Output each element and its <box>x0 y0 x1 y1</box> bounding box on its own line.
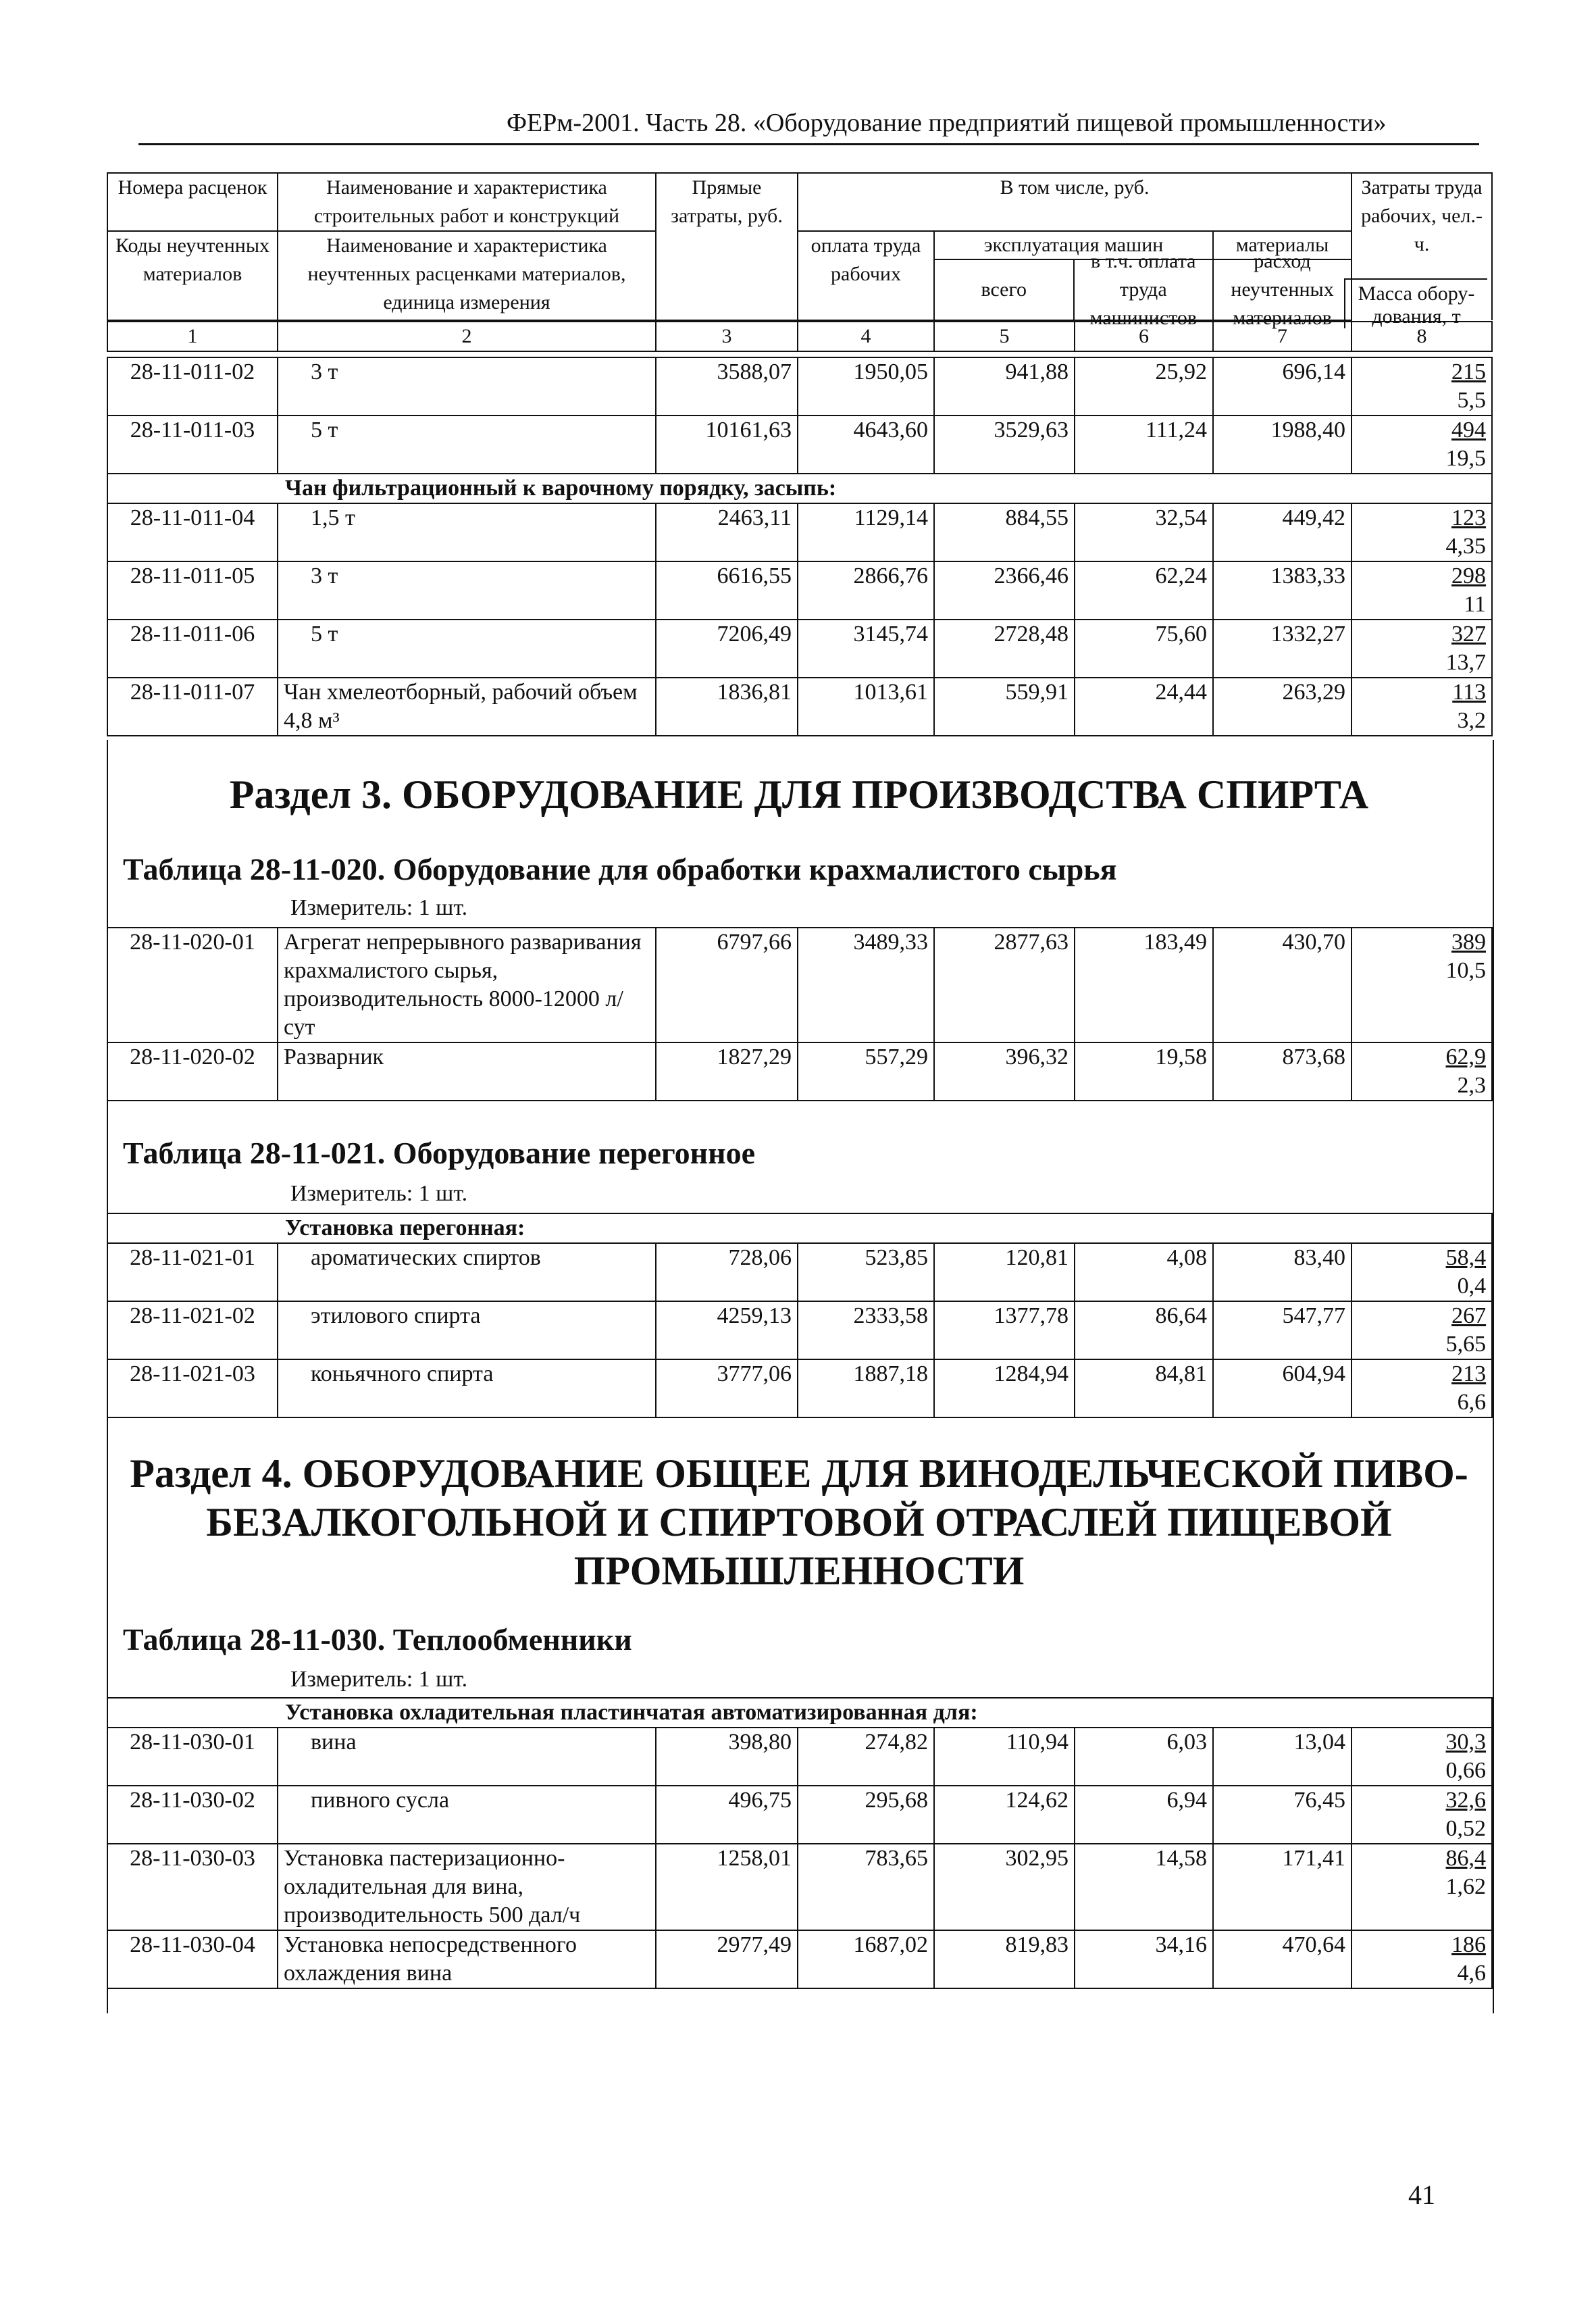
row-labor-pay: 3145,74 <box>798 620 934 678</box>
row-machine-total: 120,81 <box>934 1243 1075 1301</box>
table-row <box>107 1042 1492 1101</box>
row-labor-hours: 58,4 <box>1445 1245 1487 1270</box>
row-machine-total: 396,32 <box>934 1042 1075 1101</box>
row-name: Установка пастеризационно-охладительная для вина, производительность 500 дал/ч <box>278 1844 656 1930</box>
row-machine-total: 1284,94 <box>934 1359 1075 1417</box>
row-equipment-mass: 6,6 <box>1457 1390 1487 1415</box>
row-code: 28-11-030-04 <box>107 1930 278 1988</box>
row-equipment-mass: 4,6 <box>1457 1961 1487 1986</box>
row-labor-pay: 2866,76 <box>798 561 934 620</box>
row-direct-costs: 1258,01 <box>656 1844 798 1930</box>
row-labor-hours: 298 <box>1451 563 1486 588</box>
table-row <box>107 678 1492 736</box>
row-labor-pay: 274,82 <box>798 1728 934 1786</box>
row-machine-total: 941,88 <box>934 357 1075 416</box>
row-materials: 547,77 <box>1213 1301 1352 1359</box>
row-direct-costs: 1827,29 <box>656 1042 798 1101</box>
row-direct-costs: 4259,13 <box>656 1301 798 1359</box>
row-labor-mass <box>1352 357 1492 416</box>
row-materials: 1988,40 <box>1213 416 1352 474</box>
row-equipment-mass: 10,5 <box>1445 958 1486 983</box>
row-labor-mass <box>1352 1786 1492 1844</box>
row-machinist-pay: 111,24 <box>1075 416 1213 474</box>
row-code: 28-11-011-04 <box>107 503 278 561</box>
row-name: коньячного спирта <box>278 1359 656 1417</box>
row-labor-pay: 523,85 <box>798 1243 934 1301</box>
row-machine-total: 110,94 <box>934 1728 1075 1786</box>
row-machinist-pay: 75,60 <box>1075 620 1213 678</box>
row-machine-total: 124,62 <box>934 1786 1075 1844</box>
row-labor-hours: 32,6 <box>1445 1788 1487 1813</box>
row-code: 28-11-011-03 <box>107 416 278 474</box>
row-labor-mass <box>1352 1728 1492 1786</box>
row-equipment-mass: 3,2 <box>1457 708 1486 733</box>
row-equipment-mass: 0,66 <box>1445 1758 1487 1783</box>
row-machine-total: 2728,48 <box>934 620 1075 678</box>
row-labor-hours: 389 <box>1451 930 1486 955</box>
row-labor-mass <box>1352 1359 1492 1417</box>
row-direct-costs: 3777,06 <box>656 1359 798 1417</box>
table-020-title: Таблица 28-11-020. Оборудование для обработки крахмалистого сырья <box>123 852 1117 886</box>
row-equipment-mass: 5,65 <box>1445 1332 1487 1357</box>
row-direct-costs: 398,80 <box>656 1728 798 1786</box>
row-code: 28-11-020-02 <box>107 1042 278 1101</box>
row-labor-hours: 494 <box>1451 418 1486 443</box>
group-header-chan: Чан фильтрационный к варочному порядку, засыпь: <box>107 474 1492 503</box>
table-020-measure: Измеритель: 1 шт. <box>290 895 468 920</box>
running-header: ФЕРм-2001. Часть 28. «Оборудование предприятий пищевой промышленности» <box>507 109 1387 137</box>
row-labor-pay: 295,68 <box>798 1786 934 1844</box>
row-machine-total: 2366,46 <box>934 561 1075 620</box>
row-equipment-mass: 11 <box>1464 592 1486 617</box>
table-row <box>107 1930 1492 1988</box>
row-labor-hours: 213 <box>1451 1361 1487 1386</box>
main-table <box>107 172 1493 352</box>
row-machine-total: 1377,78 <box>934 1301 1075 1359</box>
row-code: 28-11-011-06 <box>107 620 278 678</box>
row-labor-pay: 1687,02 <box>798 1930 934 1988</box>
table-020 <box>107 927 1493 1101</box>
row-labor-pay: 1129,14 <box>798 503 934 561</box>
row-machinist-pay: 19,58 <box>1075 1042 1213 1101</box>
row-labor-hours: 327 <box>1451 622 1486 647</box>
col-num: 3 <box>656 322 798 351</box>
row-direct-costs: 496,75 <box>656 1786 798 1844</box>
row-direct-costs: 2977,49 <box>656 1930 798 1988</box>
table-row <box>107 416 1492 474</box>
row-labor-hours: 186 <box>1451 1932 1487 1957</box>
row-labor-pay: 1950,05 <box>798 357 934 416</box>
row-code: 28-11-021-02 <box>107 1301 278 1359</box>
row-equipment-mass: 0,52 <box>1445 1816 1487 1841</box>
th-ekspl: эксплуатация машин <box>935 232 1212 260</box>
row-labor-hours: 86,4 <box>1445 1846 1487 1871</box>
row-machinist-pay: 84,81 <box>1075 1359 1213 1417</box>
row-direct-costs: 3588,07 <box>656 357 798 416</box>
table-row <box>107 928 1492 1042</box>
row-materials: 604,94 <box>1213 1359 1352 1417</box>
th-naim1: Наименование и характеристика строительных работ и конструкций <box>278 173 656 231</box>
row-machinist-pay: 183,49 <box>1075 928 1213 1042</box>
row-code: 28-11-021-01 <box>107 1243 278 1301</box>
th-nomera: Номера расценок <box>107 173 278 231</box>
row-name: 5 т <box>278 620 656 678</box>
row-materials: 873,68 <box>1213 1042 1352 1101</box>
row-machinist-pay: 25,92 <box>1075 357 1213 416</box>
table-030-measure: Измеритель: 1 шт. <box>290 1667 468 1692</box>
row-direct-costs: 6797,66 <box>656 928 798 1042</box>
row-labor-pay: 2333,58 <box>798 1301 934 1359</box>
row-labor-pay: 1013,61 <box>798 678 934 736</box>
row-equipment-mass: 19,5 <box>1445 446 1486 471</box>
row-labor-pay: 4643,60 <box>798 416 934 474</box>
row-equipment-mass: 5,5 <box>1457 388 1486 413</box>
table-row <box>107 1728 1492 1786</box>
table-row <box>107 1786 1492 1844</box>
row-direct-costs: 7206,49 <box>656 620 798 678</box>
col-num: 5 <box>934 322 1075 351</box>
row-machinist-pay: 24,44 <box>1075 678 1213 736</box>
row-labor-hours: 215 <box>1451 359 1486 384</box>
row-code: 28-11-020-01 <box>107 928 278 1042</box>
row-materials: 696,14 <box>1213 357 1352 416</box>
row-direct-costs: 728,06 <box>656 1243 798 1301</box>
row-name: Чан хмелеотборный, рабочий объем 4,8 м³ <box>278 678 656 736</box>
table-row <box>107 1243 1492 1301</box>
row-direct-costs: 10161,63 <box>656 416 798 474</box>
row-machinist-pay: 62,24 <box>1075 561 1213 620</box>
col-num: 4 <box>798 322 934 351</box>
row-code: 28-11-030-01 <box>107 1728 278 1786</box>
row-machinist-pay: 86,64 <box>1075 1301 1213 1359</box>
row-equipment-mass: 0,4 <box>1457 1274 1487 1299</box>
row-materials: 83,40 <box>1213 1243 1352 1301</box>
row-name: вина <box>278 1728 656 1786</box>
row-labor-hours: 113 <box>1452 680 1486 705</box>
row-code: 28-11-011-07 <box>107 678 278 736</box>
row-labor-pay: 557,29 <box>798 1042 934 1101</box>
th-kody: Коды неучтенных материалов <box>107 231 278 320</box>
row-labor-mass <box>1352 928 1492 1042</box>
row-labor-mass <box>1352 561 1492 620</box>
row-labor-mass <box>1352 1930 1492 1988</box>
row-labor-mass <box>1352 416 1492 474</box>
th-vsego: всего <box>935 260 1075 320</box>
row-labor-mass <box>1352 1243 1492 1301</box>
row-labor-hours: 267 <box>1451 1303 1487 1328</box>
section-3-title: Раздел 3. ОБОРУДОВАНИЕ ДЛЯ ПРОИЗВОДСТВА СПИРТА <box>229 772 1369 817</box>
row-materials: 1383,33 <box>1213 561 1352 620</box>
th-pryamye: Прямые затраты, руб. <box>656 173 798 320</box>
table-011-body <box>107 357 1493 736</box>
th-vtch: в т.ч. оплата труда машинистов <box>1089 250 1198 329</box>
section-4-title: Раздел 4. ОБОРУДОВАНИЕ ОБЩЕЕ ДЛЯ ВИНОДЕЛЬЧЕСКОЙ ПИВО-БЕЗАЛКОГОЛЬНОЙ И СПИРТОВОЙ ОТРАСЛЕЙ ПИЩЕВОЙ ПРОМЫШЛЕННОСТИ <box>130 1451 1468 1593</box>
row-code: 28-11-030-02 <box>107 1786 278 1844</box>
row-labor-mass <box>1352 678 1492 736</box>
row-equipment-mass: 1,62 <box>1445 1874 1487 1899</box>
table-030-title: Таблица 28-11-030. Теплообменники <box>123 1622 632 1657</box>
th-zatraty: Затраты труда рабочих, чел.-ч. <box>1352 173 1492 320</box>
row-labor-hours: 62,9 <box>1445 1045 1486 1070</box>
row-code: 28-11-011-05 <box>107 561 278 620</box>
th-oplata: оплата труда рабочих <box>798 231 934 320</box>
row-code: 28-11-011-02 <box>107 357 278 416</box>
group-header-ohlad: Установка охладительная пластинчатая автоматизированная для: <box>107 1698 1492 1728</box>
th-rashod: расход неучтенных материалов <box>1231 250 1334 329</box>
row-materials: 470,64 <box>1213 1930 1352 1988</box>
row-machinist-pay: 34,16 <box>1075 1930 1213 1988</box>
page-number: 41 <box>1408 2180 1435 2210</box>
table-030 <box>107 1697 1493 1989</box>
col-num: 7 <box>1213 322 1352 351</box>
th-naim2: Наименование и характеристика неучтенных расценками материалов, единица измерения <box>278 231 656 320</box>
row-labor-pay: 1887,18 <box>798 1359 934 1417</box>
col-num: 2 <box>278 322 656 351</box>
row-name: Установка непосредственного охлаждения вина <box>278 1930 656 1988</box>
row-equipment-mass: 13,7 <box>1445 650 1486 675</box>
row-labor-mass <box>1352 1042 1492 1101</box>
col-num: 1 <box>107 322 278 351</box>
table-row <box>107 1301 1492 1359</box>
row-name: Агрегат непрерывного разваривания крахмалистого сырья, производительность 8000-12000 л/сут <box>278 928 656 1042</box>
row-machine-total: 884,55 <box>934 503 1075 561</box>
group-header-peregon: Установка перегонная: <box>107 1213 1492 1243</box>
row-materials: 1332,27 <box>1213 620 1352 678</box>
table-021 <box>107 1213 1493 1418</box>
col-num: 6 <box>1075 322 1213 351</box>
table-row <box>107 561 1492 620</box>
row-machinist-pay: 14,58 <box>1075 1844 1213 1930</box>
table-021-title: Таблица 28-11-021. Оборудование перегонное <box>123 1136 756 1170</box>
row-name: 5 т <box>278 416 656 474</box>
row-materials: 171,41 <box>1213 1844 1352 1930</box>
row-labor-hours: 123 <box>1451 505 1486 530</box>
row-machine-total: 3529,63 <box>934 416 1075 474</box>
table-row <box>107 620 1492 678</box>
header-rule <box>138 143 1479 145</box>
table-row <box>107 1359 1492 1417</box>
row-name: 3 т <box>278 561 656 620</box>
row-labor-hours: 30,3 <box>1445 1730 1487 1755</box>
row-code: 28-11-021-03 <box>107 1359 278 1417</box>
row-labor-mass <box>1352 1301 1492 1359</box>
row-machine-total: 559,91 <box>934 678 1075 736</box>
row-equipment-mass: 4,35 <box>1445 534 1486 559</box>
row-materials: 449,42 <box>1213 503 1352 561</box>
row-materials: 263,29 <box>1213 678 1352 736</box>
row-machine-total: 819,83 <box>934 1930 1075 1988</box>
row-name: 3 т <box>278 357 656 416</box>
row-labor-pay: 783,65 <box>798 1844 934 1930</box>
row-materials: 76,45 <box>1213 1786 1352 1844</box>
table-row <box>107 503 1492 561</box>
th-materialy: материалы <box>1214 232 1351 260</box>
row-direct-costs: 6616,55 <box>656 561 798 620</box>
th-massa: Масса обору-дования, т <box>1344 278 1487 328</box>
row-direct-costs: 1836,81 <box>656 678 798 736</box>
row-machinist-pay: 6,03 <box>1075 1728 1213 1786</box>
row-labor-pay: 3489,33 <box>798 928 934 1042</box>
row-materials: 430,70 <box>1213 928 1352 1042</box>
row-machine-total: 2877,63 <box>934 928 1075 1042</box>
row-code: 28-11-030-03 <box>107 1844 278 1930</box>
th-v-tom: В том числе, руб. <box>798 173 1352 231</box>
row-name: ароматических спиртов <box>278 1243 656 1301</box>
row-machine-total: 302,95 <box>934 1844 1075 1930</box>
table-row <box>107 1844 1492 1930</box>
row-machinist-pay: 4,08 <box>1075 1243 1213 1301</box>
row-name: этилового спирта <box>278 1301 656 1359</box>
row-labor-mass <box>1352 1844 1492 1930</box>
row-materials: 13,04 <box>1213 1728 1352 1786</box>
row-equipment-mass: 2,3 <box>1457 1073 1486 1098</box>
row-machinist-pay: 6,94 <box>1075 1786 1213 1844</box>
column-numbers-row <box>107 322 1492 351</box>
row-name: пивного сусла <box>278 1786 656 1844</box>
row-name: 1,5 т <box>278 503 656 561</box>
col-num: 8 <box>1352 322 1492 351</box>
row-labor-mass <box>1352 503 1492 561</box>
row-name: Разварник <box>278 1042 656 1101</box>
table-row <box>107 357 1492 416</box>
table-021-measure: Измеритель: 1 шт. <box>290 1181 468 1206</box>
row-machinist-pay: 32,54 <box>1075 503 1213 561</box>
row-direct-costs: 2463,11 <box>656 503 798 561</box>
row-labor-mass <box>1352 620 1492 678</box>
